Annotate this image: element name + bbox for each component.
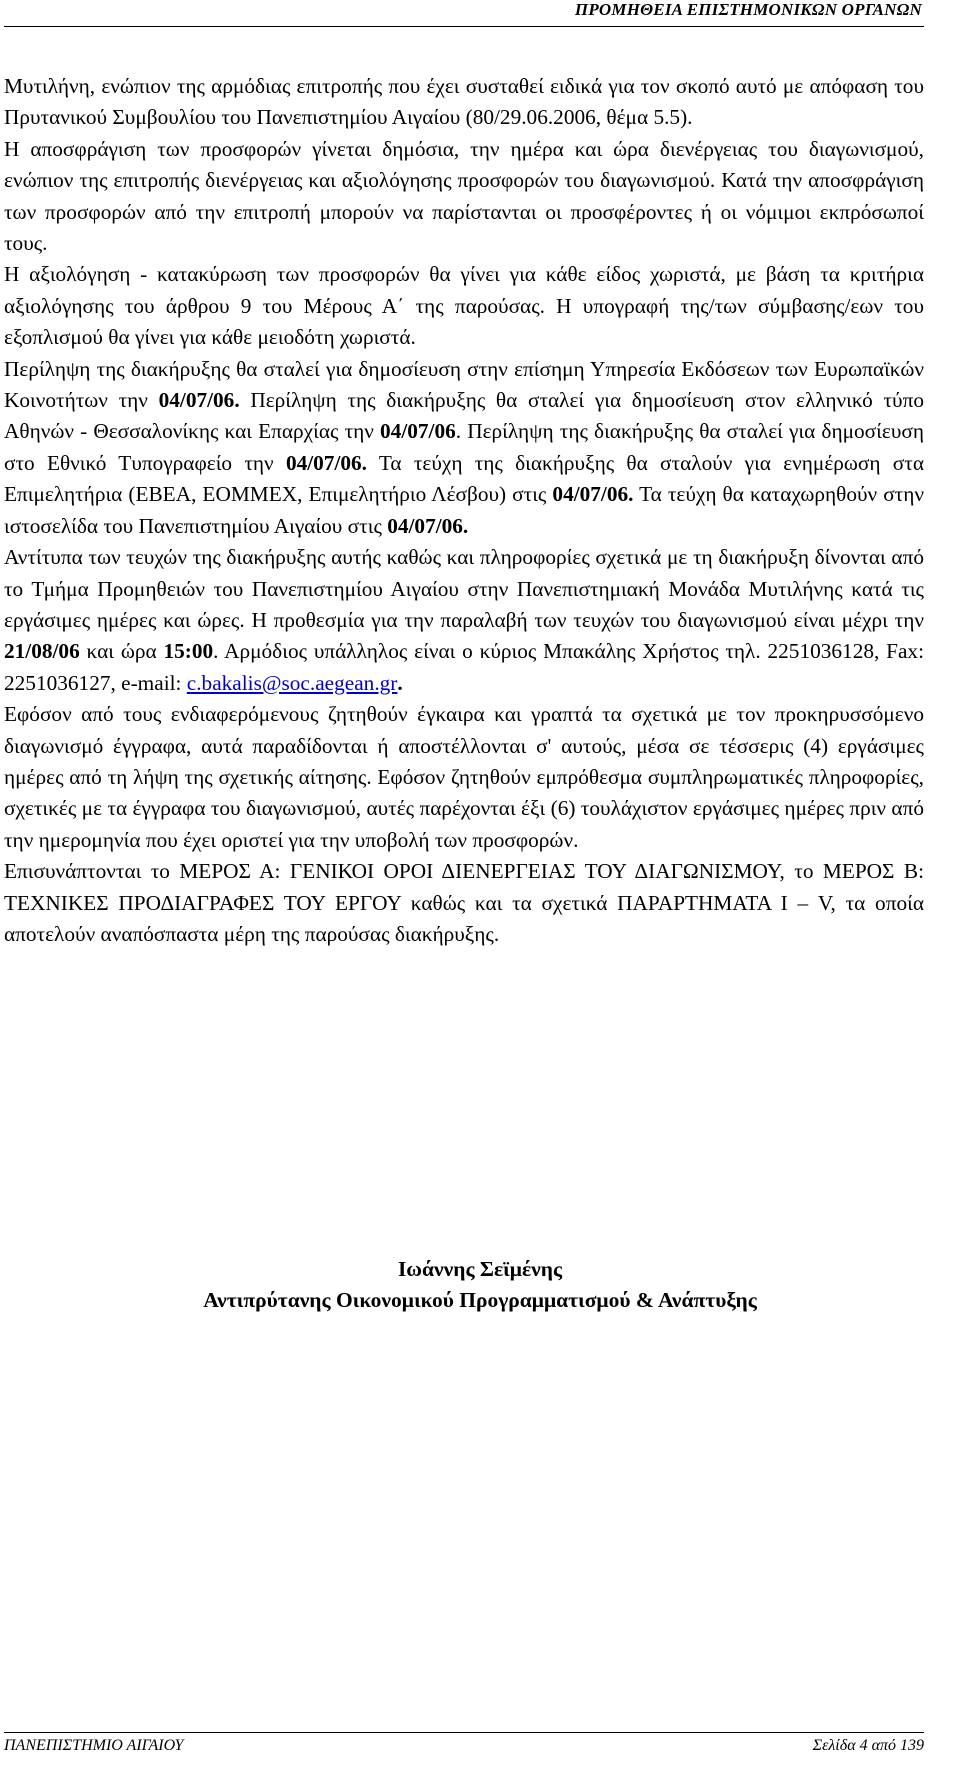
copies-text-2: και ώρα (79, 639, 164, 664)
publication-text-1: Περίληψη της διακήρυξης θα σταλεί για δημοσίευση στην επίσημη Υπηρεσία Εκδόσεων των Ευρωπαϊκών Κοινοτήτων την (4, 356, 924, 413)
footer-page-number: Σελίδα 4 από 139 (812, 1737, 924, 1754)
publication-text-4: Τα τεύχη της διακήρυξης θα σταλούν για ενημέρωση στα Επιμελητήρια (ΕΒΕΑ, ΕΟΜΜΕΧ, Επιμελητήριο Λέσβου) στις (4, 450, 925, 507)
deadline-date: 21/08/06 (4, 639, 80, 664)
signature-block (0, 1254, 960, 1316)
paragraph-attachments: Επισυνάπτονται το ΜΕΡΟΣ Α: ΓΕΝΙΚΟΙ ΟΡΟΙ ΔΙΕΝΕΡΓΕΙΑΣ ΤΟΥ ΔΙΑΓΩΝΙΣΜΟΥ, το ΜΕΡΟΣ Β: ΤΕΧΝΙΚΕΣ ΠΡΟΔΙΑΓΡΑΦΕΣ ΤΟΥ ΕΡΓΟΥ καθώς και τα σχετικά ΠΑΡΑΡΤΗΜΑΤΑ Ι – V, τα οποία αποτελούν αναπόσπαστα μέρη της παρούσας διακήρυξης. (4, 859, 924, 946)
page-footer (4, 1732, 924, 1763)
paragraph-evaluation: Η αξιολόγηση - κατακύρωση των προσφορών θα γίνει για κάθε είδος χωριστά, με βάση τα κριτήρια αξιολόγησης του άρθρου 9 του Μέρους Α΄ της παρούσας. Η υπογραφή της/των σύμβασης/εων του εξοπλισμού θα γίνει για κάθε μειοδότη χωριστά. (4, 262, 924, 350)
signatory-name: Ιωάννης Σεϊμένης (397, 1257, 563, 1281)
deadline-time: 15:00 (163, 639, 214, 664)
publication-date-3: 04/07/06. (285, 450, 367, 475)
paragraph-publication (4, 354, 924, 542)
copies-text-1: Αντίτυπα των τευχών της διακήρυξης αυτής καθώς και πληροφορίες σχετικά με τη διακήρυξη δίνονται από το Τμήμα Προμηθειών του Πανεπιστημίου Αιγαίου στην Πανεπιστημιακή Μονάδα Μυτιλήνης κατά τις εργάσιμες ημέρες και ώρες. Η προθεσμία για την παραλαβή των τευχών του διαγωνισμού είναι μέχρι την (4, 545, 924, 632)
page-header (4, 0, 924, 27)
publication-text-5: Τα τεύχη θα καταχωρηθούν στην ιστοσελίδα του Πανεπιστημίου Αιγαίου στις (4, 482, 925, 538)
paragraph-documents: Εφόσον από τους ενδιαφερόμενους ζητηθούν έγκαιρα και γραπτά τα σχετικά με τον προκηρυσσόμενο διαγωνισμό έγγραφα, αυτά παραδίδονται ή αποστέλλονται σ' αυτούς, μέσα σε τέσσερις (4) εργάσιμες ημέρες από τη λήψη της σχετικής αίτησης. Εφόσον ζητηθούν εμπρόθεσμα συμπληρωματικές πληροφορίες, σχετικές με τα έγγραφα του διαγωνισμού, αυτές παρέχονται έξι (6) τουλάχιστον εργάσιμες ημέρες πριν από την ημερομηνία που έχει οριστεί για την υποβολή των προσφορών. (4, 702, 924, 852)
publication-date-1: 04/07/06. (158, 388, 240, 413)
publication-date-4: 04/07/06. (552, 482, 634, 507)
publication-text-2: Περίληψη της διακήρυξης θα σταλεί για δημοσίευση στον ελληνικό τύπο Αθηνών - Θεσσαλονίκης και Επαρχίας την (4, 388, 924, 444)
publication-text-3: . Περίληψη της διακήρυξης θα σταλεί για δημοσίευση στο Εθνικό Τυπογραφείο την (4, 419, 924, 475)
copies-text-3: . Αρμόδιος υπάλληλος είναι ο κύριος Μπακάλης Χρήστος τηλ. 2251036128, Fax: 2251036127, e-mail: (4, 639, 924, 695)
paragraph-committee: Μυτιλήνη, ενώπιον της αρμόδιας επιτροπής που έχει συσταθεί ειδικά για τον σκοπό αυτό με απόφαση του Πρυτανικού Συμβουλίου του Πανεπιστημίου Αιγαίου (80/29.06.2006, θέμα 5.5). (4, 74, 924, 130)
paragraph-unsealing: Η αποσφράγιση των προσφορών γίνεται δημόσια, την ημέρα και ώρα διενέργειας του διαγωνισμού, ενώπιον της επιτροπής διενέργειας και αξιολόγησης προσφορών του διαγωνισμού. Κατά την αποσφράγιση των προσφορών από την επιτροπή μπορούν να παρίστανται οι προσφέροντες ή οι νόμιμοι εκπρόσωποί τους. (4, 136, 924, 256)
paragraph-copies (4, 542, 924, 699)
publication-date-2: 04/07/06 (380, 419, 456, 444)
signatory-role: Αντιπρύτανης Οικονομικού Προγραμματισμού & Ανάπτυξης (203, 1288, 757, 1312)
footer-university: ΠΑΝΕΠΙΣΤΗΜΙΟ ΑΙΓΑΙΟΥ (4, 1737, 184, 1754)
copies-text-4: . (397, 670, 403, 695)
header-title: ΠΡΟΜΗΘΕΙΑ ΕΠΙΣΤΗΜΟΝΙΚΩΝ ΟΡΓΑΝΩΝ (574, 0, 922, 19)
document-body (4, 71, 924, 950)
publication-date-5: 04/07/06. (387, 513, 469, 538)
email-link[interactable]: c.bakalis@soc.aegean.gr (186, 670, 398, 695)
